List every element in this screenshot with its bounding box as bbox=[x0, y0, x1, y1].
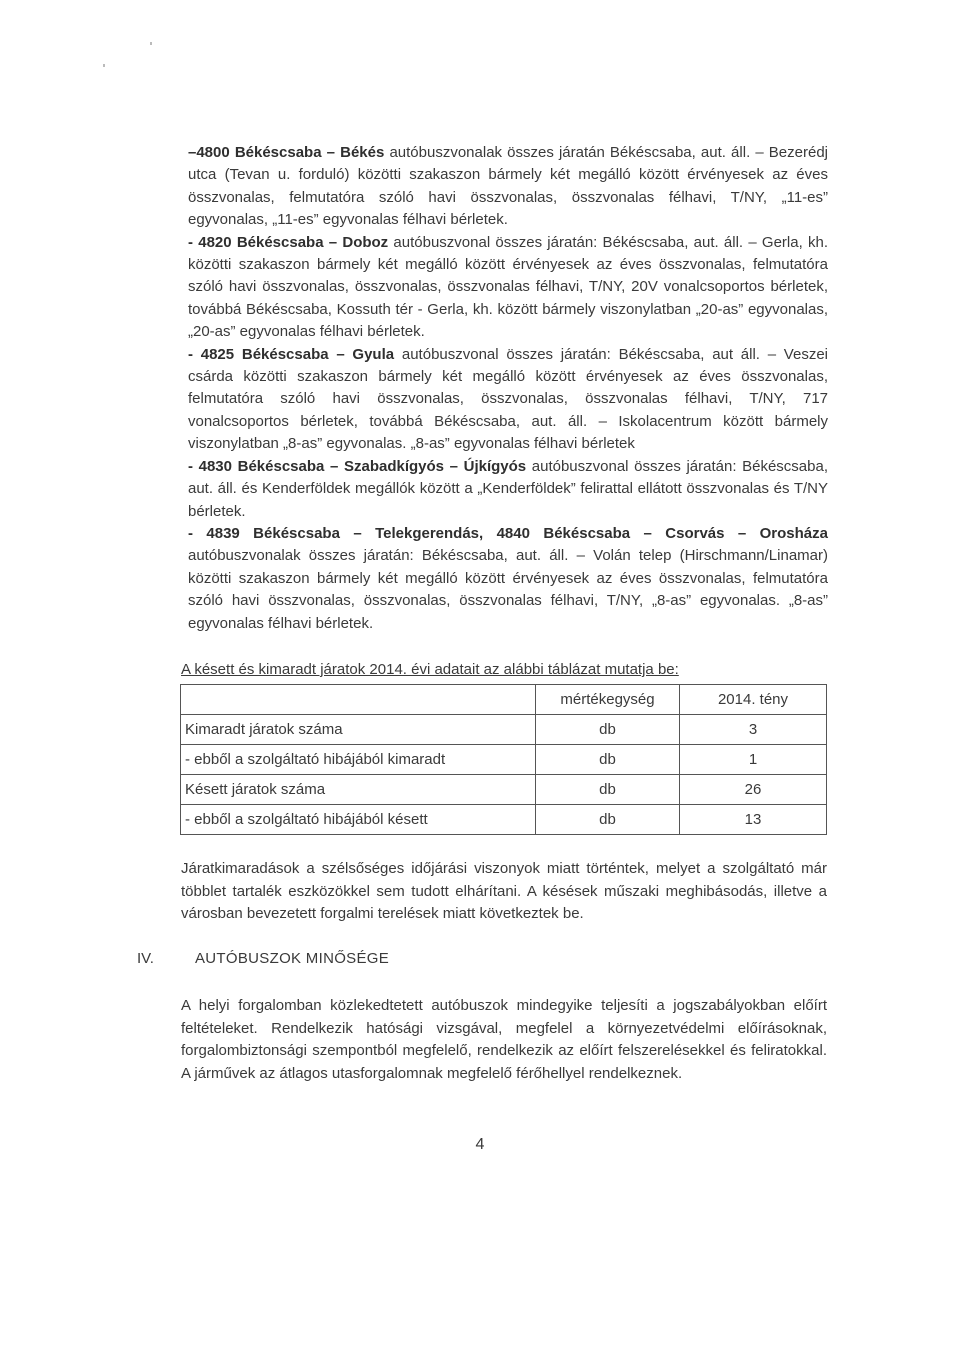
row-unit: db bbox=[536, 775, 680, 805]
route-title: - 4839 Békéscsaba – Telekgerendás, 4840 Békéscsaba – Csorvás – Orosháza bbox=[188, 524, 828, 542]
route-paragraph bbox=[188, 344, 828, 456]
route-paragraph bbox=[188, 523, 828, 635]
route-title: - 4830 Békéscsaba – Szabadkígyós – Újkígyós bbox=[188, 457, 527, 475]
row-label: Késett járatok száma bbox=[181, 775, 536, 805]
row-value: 1 bbox=[680, 745, 827, 775]
scan-speck bbox=[150, 42, 152, 45]
row-label: - ebből a szolgáltató hibájából késett bbox=[181, 805, 536, 835]
route-title: –4800 Békéscsaba – Békés bbox=[188, 144, 385, 161]
table-row bbox=[181, 775, 827, 805]
paragraph: Járatkimaradások a szélsőséges időjárási viszonyok miatt történtek, melyet a szolgáltató már többlet tartalék eszközökkel sem tudott elhárítani. A késések műszaki meghibásodás, illetve a városban bevezetett forgalmi terelések miatt következtek be. bbox=[181, 860, 827, 922]
table-row bbox=[181, 715, 827, 745]
route-paragraph bbox=[188, 232, 828, 344]
route-text: autóbuszvonal összes járatán: Békéscsaba, aut áll. – Veszei csárda közötti szakaszon bármely két megálló között érvényesek az éves összvonalas, felmutatóra szóló havi összvonalas, összvonalas, összvonalas félhavi, T/NY, 717 vonalcsoportos bérletek, továbbá Békéscsaba, aut. áll. – Iskolacentrum között bármely viszonylatban „8-as” egyvonalas. „8-as” egyvonalas félhavi bérletek bbox=[188, 345, 829, 453]
row-value: 13 bbox=[680, 805, 827, 835]
row-unit: db bbox=[536, 715, 680, 745]
route-text: autóbuszvonalak összes járatán: Békéscsaba, aut. áll. – Volán telep (Hirschmann/Linamar) közötti szakaszon bármely két megálló között érvényesek az éves összvonalas, felmutatóra szóló havi összvonalas, összvonalas, összvonalas félhavi, T/NY, „8-as” egyvonalas. „8-as” egyvonalas félhavi bérletek. bbox=[188, 547, 828, 632]
table-row bbox=[181, 805, 827, 835]
row-label: Kimaradt járatok száma bbox=[181, 715, 536, 745]
section-body bbox=[181, 995, 827, 1085]
header-cell-actual: 2014. tény bbox=[680, 685, 827, 715]
header-cell bbox=[181, 685, 536, 715]
row-unit: db bbox=[536, 805, 680, 835]
route-text: autóbuszvonal összes járatán: Békéscsaba, aut. áll. és Kenderföldek megállók között a „Kenderföldek” felirattal ellátott összvonalas és T/NY bérletek. bbox=[188, 457, 829, 520]
header-cell-unit: mértékegység bbox=[536, 685, 680, 715]
page-number: 4 bbox=[475, 1136, 485, 1153]
table-intro: A késett és kimaradt járatok 2014. évi adatait az alábbi táblázat mutatja be: bbox=[181, 661, 679, 678]
route-text: autóbuszvonal összes járatán: Békéscsaba, aut. áll. – Gerla, kh. közötti szakaszon bármely két megálló között érvényesek az éves összvonalas, felmutatóra szóló havi összvonalas, összvonalas, összvonalas félhavi, T/NY, 20V vonalcsoportos bérletek, továbbá Békéscsaba, Kossuth tér - Gerla, kh. között bármely viszonylatban „20-as” egyvonalas, „20-as” egyvonalas félhavi bérletek. bbox=[188, 233, 828, 341]
row-value: 26 bbox=[680, 775, 827, 805]
row-label: - ebből a szolgáltató hibájából kimaradt bbox=[181, 745, 536, 775]
table-row bbox=[181, 745, 827, 775]
row-value: 3 bbox=[680, 715, 827, 745]
route-list bbox=[188, 142, 828, 635]
paragraph: A helyi forgalomban közlekedtetett autóbuszok mindegyike teljesíti a jogszabályokban előírt feltételeket. Rendelkezik hatósági vizsgával, megfelel a környezetvédelmi előírásoknak, forgalombiztonsági szempontból megfelelő, rendelkezik az előírt felszerelésekkel és feliratokkal. A járművek az átlagos utasforgalomnak megfelelő férőhellyel rendelkeznek. bbox=[181, 997, 827, 1082]
route-paragraph bbox=[188, 456, 828, 523]
route-title: - 4825 Békéscsaba – Gyula bbox=[188, 345, 395, 363]
section-number: IV. bbox=[137, 950, 154, 967]
delays-table bbox=[180, 684, 827, 835]
section-title: AUTÓBUSZOK MINŐSÉGE bbox=[195, 950, 390, 967]
delays-explanation bbox=[181, 858, 827, 926]
route-text: autóbuszvonalak összes járatán Békéscsaba, aut. áll. – Bezerédj utca (Tevan u. forduló) közötti szakaszon bármely két megálló között érvényesek az éves összvonalas, felmutatóra szóló havi összvonalas, összvonalas félhavi, T/NY, „11-es” egyvonalas, „11-es” egyvonalas félhavi bérletek. bbox=[188, 144, 829, 229]
route-title: - 4820 Békéscsaba – Doboz bbox=[188, 233, 389, 251]
scan-speck bbox=[103, 64, 105, 67]
row-unit: db bbox=[536, 745, 680, 775]
route-paragraph bbox=[188, 142, 828, 232]
table-header-row bbox=[181, 685, 827, 715]
